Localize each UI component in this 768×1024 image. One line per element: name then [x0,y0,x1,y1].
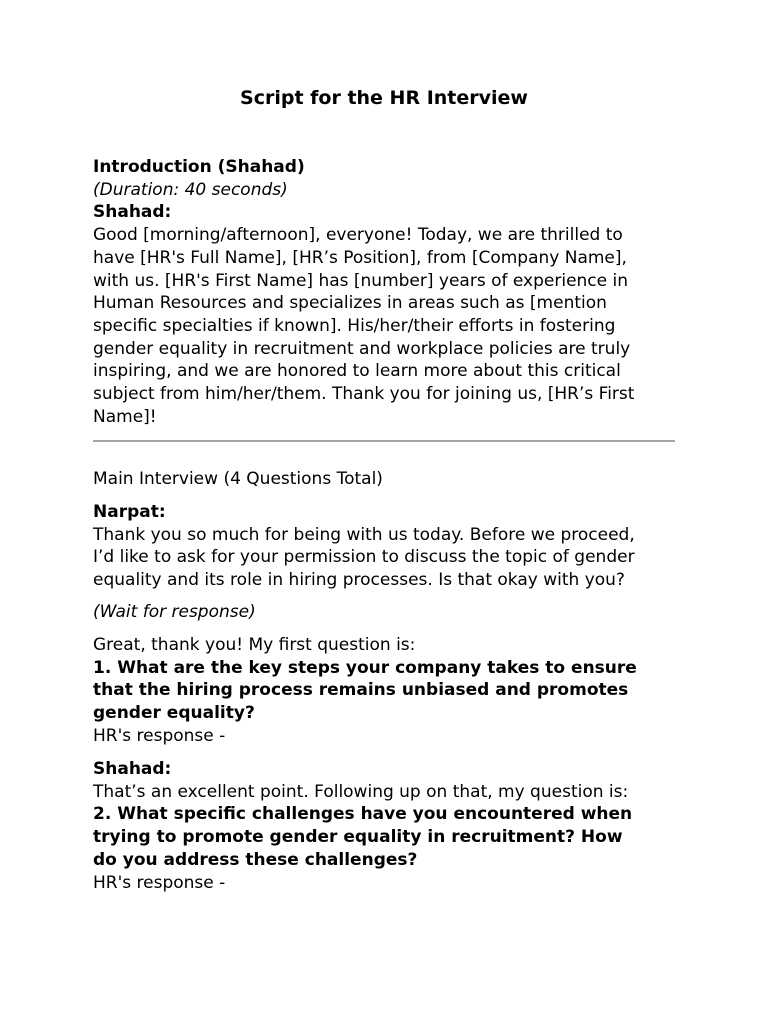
narpat-speaker: Narpat: [93,502,166,522]
intro-line: Good [morning/afternoon], everyone! Today, we are thrilled to [93,225,623,246]
intro-duration: (Duration: 40 seconds) [93,179,288,200]
question-1-lead: Great, thank you! My first question is: [93,635,416,655]
intro-speaker: Shahad: [93,202,172,223]
main-heading: Main Interview (4 Questions Total) [93,469,383,489]
question-1-line: gender equality? [93,703,255,724]
intro-line: specific specialties if known]. His/her/their efforts in fostering [93,315,616,336]
question-2-line: 2. What specific challenges have you encountered when [93,804,633,825]
hr-response-1: HR's response - [93,725,226,746]
question-1-block [93,634,683,748]
question-2-lead: That’s an excellent point. Following up on that, my question is: [93,781,629,802]
intro-line: gender equality in recruitment and workplace policies are truly [93,338,631,359]
hr-response-2: HR's response - [93,872,226,893]
wait-for-response: (Wait for response) [93,602,256,622]
shahad-speaker: Shahad: [93,759,172,779]
intro-line: inspiring, and we are honored to learn more about this critical [93,361,621,382]
shahad-block [93,758,683,894]
introduction-section [93,156,683,428]
narpat-line: equality and its role in hiring processes. Is that okay with you? [93,570,625,591]
document-title: Script for the HR Interview [240,87,528,109]
intro-line: Human Resources and specializes in areas such as [mention [93,293,607,314]
question-2-line: do you address these challenges? [93,849,418,870]
question-1-line: 1. What are the key steps your company takes to ensure [93,657,637,678]
question-1-line: that the hiring process remains unbiased and promotes [93,680,629,701]
narpat-line: I’d like to ask for your permission to discuss the topic of gender [93,547,635,568]
intro-heading: Introduction (Shahad) [93,157,305,177]
intro-line: with us. [HR's First Name] has [number] years of experience in [93,270,629,291]
section-divider [93,440,675,442]
narpat-block [93,501,683,592]
intro-line: subject from him/her/them. Thank you for joining us, [HR’s First [93,384,635,405]
intro-line: have [HR's Full Name], [HR’s Position], from [Company Name], [93,247,627,268]
narpat-line: Thank you so much for being with us today. Before we proceed, [93,524,635,545]
question-2-line: trying to promote gender equality in recruitment? How [93,827,623,848]
intro-paragraph [93,224,683,428]
intro-line: Name]! [93,406,157,427]
